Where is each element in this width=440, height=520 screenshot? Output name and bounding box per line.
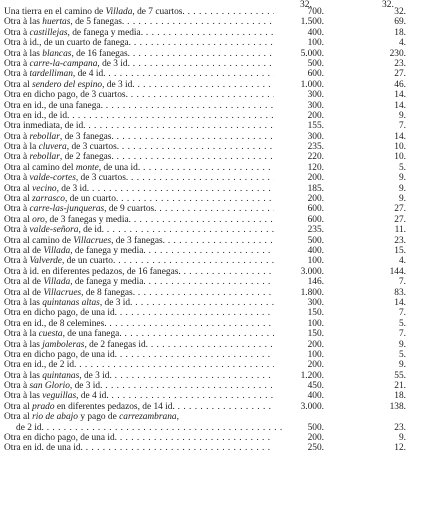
description-text: , de 4 id.	[76, 391, 109, 402]
value-rent: 230.	[389, 48, 406, 59]
value-capital: 700.	[307, 7, 324, 17]
value-rent: 10.	[394, 152, 406, 163]
description-text: Otra à la	[4, 142, 39, 153]
place-name: castillejas	[29, 27, 68, 38]
value-rent: 14.	[394, 131, 406, 142]
description-text: Otra à las	[4, 391, 43, 402]
table-row	[4, 433, 436, 443]
description-text: Otra al	[4, 79, 33, 90]
place-name: Villada	[43, 245, 71, 256]
row-description	[4, 49, 274, 59]
place-name: quintanas	[42, 370, 80, 381]
table-row	[4, 443, 436, 453]
description-text: , de 3 fanegas y media.	[44, 214, 131, 225]
place-name: prado	[32, 401, 55, 412]
place-name: quintanas altas	[42, 297, 100, 308]
row-description	[4, 142, 274, 152]
description-text: , de 3 fanegas.	[59, 131, 114, 142]
description-text: Otra al	[4, 194, 33, 205]
description-text: Otra al	[4, 183, 33, 194]
table-row	[4, 184, 436, 194]
description-text: Otra al	[4, 401, 33, 412]
value-capital: 250.	[307, 443, 324, 454]
row-description	[4, 412, 304, 422]
row-description	[4, 360, 274, 370]
place-name: monte	[75, 162, 99, 173]
table-row	[4, 111, 436, 121]
table-row	[4, 267, 436, 277]
table-row	[4, 236, 436, 246]
row-description	[4, 132, 274, 142]
description-text: , de un cuarto.	[61, 256, 116, 267]
value-capital: 220.	[307, 152, 324, 163]
row-description	[4, 340, 274, 350]
row-description	[4, 152, 274, 162]
value-rent: 23.	[394, 235, 406, 246]
value-capital: 450.	[307, 381, 324, 392]
description-text: , de 4 id.	[72, 69, 106, 80]
value-capital: 100.	[307, 256, 324, 267]
row-description	[4, 256, 274, 266]
place-name: Valverde	[29, 256, 62, 267]
header-right-number: 32.	[382, 0, 394, 10]
place-name: Villada	[43, 277, 71, 288]
value-capital: 600.	[307, 204, 324, 215]
value-rent: 14.	[394, 90, 406, 101]
value-rent: 138.	[389, 401, 406, 412]
row-description	[4, 308, 274, 318]
value-rent: 5.	[398, 318, 406, 329]
value-capital: 300.	[307, 131, 324, 142]
description-text: Otra en dicho pago, de una id.	[4, 308, 117, 319]
description-text: , de 2 fanegas id.	[84, 339, 148, 350]
table-row	[4, 59, 436, 69]
value-rent: 9.	[398, 173, 406, 184]
description-text: , de 3 id.	[102, 79, 135, 90]
place-name: valde-señora	[29, 225, 79, 236]
place-name: rio de abajo	[32, 412, 78, 423]
row-description	[4, 329, 274, 339]
place-name: Villacrues	[43, 287, 82, 298]
description-text: , de fanega y media.	[70, 277, 146, 288]
description-text: Otra al camino del	[4, 162, 76, 173]
place-name: vecino	[32, 183, 57, 194]
value-capital: 150.	[307, 308, 324, 319]
value-capital: 235.	[307, 225, 324, 236]
description-text: y pago de	[77, 412, 120, 423]
table-row	[4, 215, 436, 225]
description-text: Otra à	[4, 27, 30, 38]
value-capital: 300.	[307, 100, 324, 111]
place-name: rebollar	[29, 131, 60, 142]
value-capital: 185.	[307, 183, 324, 194]
description-text: Otra à id., de un cuarto de fanega.	[4, 38, 132, 49]
table-row	[4, 28, 436, 38]
value-capital: 200.	[307, 173, 324, 184]
place-name: rebollar	[29, 152, 60, 163]
place-name: zarrasco	[32, 194, 65, 205]
value-rent: 4.	[398, 38, 406, 49]
place-name: san Glorio	[29, 381, 70, 392]
value-capital: 5.000.	[300, 48, 324, 59]
value-capital: 150.	[307, 329, 324, 340]
value-capital: 100.	[307, 318, 324, 329]
description-text: Otra à las	[4, 339, 43, 350]
value-capital: 1.800.	[300, 287, 324, 298]
row-description	[4, 28, 274, 38]
description-text: , de 9 cuartos.	[104, 204, 157, 215]
description-text: , de una id.	[98, 162, 141, 173]
row-description	[4, 391, 274, 401]
description-text: Otra al	[4, 412, 33, 423]
value-capital: 100.	[307, 38, 324, 49]
description-text: Otra à	[4, 152, 30, 163]
row-description	[4, 236, 274, 246]
description-text: , de 2 fanegas.	[59, 152, 114, 163]
table-row	[4, 90, 436, 100]
description-text: Otra à las	[4, 17, 43, 28]
table-row	[4, 360, 436, 370]
row-description	[4, 7, 274, 17]
table-row	[4, 402, 436, 412]
description-text: Otra al camino de	[4, 235, 74, 246]
description-text: Otra en id., de 2 id.	[4, 360, 77, 371]
value-rent: 9.	[398, 183, 406, 194]
value-rent: 10.	[394, 142, 406, 153]
row-description	[4, 69, 274, 79]
table-row	[4, 319, 436, 329]
place-name: jamboleras	[42, 339, 85, 350]
description-text: Otra à	[4, 225, 30, 236]
row-description	[4, 246, 274, 256]
description-text: Otra en id., de una fanega.	[4, 100, 103, 111]
table-row	[4, 340, 436, 350]
description-text: Otra à	[4, 69, 30, 80]
row-description	[4, 59, 274, 69]
description-text: Otra à	[4, 173, 30, 184]
value-capital: 120.	[307, 162, 324, 173]
value-rent: 21.	[394, 381, 406, 392]
value-rent: 23.	[394, 422, 406, 433]
table-row	[4, 101, 436, 111]
value-rent: 12.	[394, 443, 406, 454]
description-text: Otra à	[4, 381, 30, 392]
place-name: Villada	[105, 7, 133, 17]
description-text: Otra à la	[4, 329, 39, 340]
value-rent: 9.	[398, 433, 406, 444]
table-row	[4, 288, 436, 298]
value-capital: 200.	[307, 433, 324, 444]
description-text: , de 16 fanegas.	[71, 48, 131, 59]
row-description	[4, 194, 274, 204]
row-description	[4, 319, 274, 329]
value-rent: 27.	[394, 214, 406, 225]
place-name: tardelliman	[29, 69, 73, 80]
description-text: , de 3 id.	[69, 381, 103, 392]
description-text: , de 3 cuartos.	[75, 173, 129, 184]
place-name: veguillas	[42, 391, 77, 402]
value-rent: 27.	[394, 69, 406, 80]
table-row	[4, 371, 436, 381]
value-rent: 5.	[398, 162, 406, 173]
place-name: blancas	[42, 48, 72, 59]
table-row	[4, 246, 436, 256]
place-name: carre-las-junqueras	[29, 204, 105, 215]
value-rent: 18.	[394, 391, 406, 402]
description-text: Otra al	[4, 214, 33, 225]
row-description	[4, 350, 274, 360]
description-text: , de 3 id.	[99, 297, 133, 308]
row-description	[4, 80, 274, 90]
value-rent: 55.	[394, 370, 406, 381]
description-text: Otra à las	[4, 370, 43, 381]
description-text: Otra à	[4, 58, 30, 69]
place-name: huertas	[42, 17, 71, 28]
row-description	[4, 90, 274, 100]
description-text: , de fanega y media.	[70, 245, 146, 256]
description-text: de 2 id.	[16, 422, 44, 433]
description-text: Otra en id., de 8 celemines.	[4, 318, 107, 329]
value-capital: 300.	[307, 90, 324, 101]
table-row	[4, 391, 436, 401]
table-row	[4, 277, 436, 287]
row-description	[4, 184, 274, 194]
value-rent: 14.	[394, 297, 406, 308]
description-text: Otra à id. en diferentes pedazos, de 16 fanegas.	[4, 266, 181, 277]
table-row	[4, 121, 436, 131]
description-text: , de 7 cuartos.	[132, 7, 185, 17]
value-rent: 9.	[398, 110, 406, 121]
value-capital: 3.000.	[300, 401, 324, 412]
description-text: , de id.	[78, 225, 104, 236]
description-text: , de 8 fanegas.	[81, 287, 136, 298]
description-text: Una tierra en el camino de	[4, 7, 106, 17]
row-description	[4, 101, 274, 111]
value-rent: 9.	[398, 339, 406, 350]
row-description	[4, 267, 274, 277]
row-description	[4, 173, 274, 183]
place-name: Villacrues	[73, 235, 112, 246]
row-description	[4, 121, 274, 131]
row-description	[4, 204, 274, 214]
value-rent: 7.	[398, 329, 406, 340]
place-name: carre-la-campana	[29, 58, 98, 69]
value-capital: 1.000.	[300, 79, 324, 90]
description-text: , de una fanega.	[62, 329, 122, 340]
description-text: Otra à las	[4, 297, 43, 308]
value-capital: 200.	[307, 339, 324, 350]
row-description	[4, 215, 274, 225]
description-text: Otra à	[4, 131, 30, 142]
row-description	[4, 433, 274, 443]
value-capital: 1.500.	[300, 17, 324, 28]
table-row	[4, 256, 436, 266]
table-row	[4, 7, 436, 17]
row-description	[4, 38, 274, 48]
table-row	[4, 80, 436, 90]
table-row	[4, 412, 436, 422]
value-capital: 400.	[307, 27, 324, 38]
value-capital: 600.	[307, 69, 324, 80]
place-name: cluvera	[38, 142, 67, 153]
value-rent: 14.	[394, 100, 406, 111]
description-text: Otra al de	[4, 277, 44, 288]
value-capital: 600.	[307, 214, 324, 225]
description-text: , de 3 id.	[97, 58, 130, 69]
value-rent: 15.	[394, 245, 406, 256]
value-rent: 9.	[398, 194, 406, 205]
place-name: sendero del espino	[32, 79, 103, 90]
row-description	[4, 371, 274, 381]
description-text: en diferentes pedazos, de 14 id.	[54, 401, 175, 412]
description-text: ,	[176, 412, 179, 423]
value-rent: 27.	[394, 204, 406, 215]
description-text: , de 3 cuartos.	[66, 142, 120, 153]
table-row	[4, 298, 436, 308]
row-description	[4, 277, 274, 287]
header-left-number: 32.	[300, 0, 312, 10]
value-rent: 7.	[398, 308, 406, 319]
value-capital: 400.	[307, 245, 324, 256]
description-text: Otra inmediata, de id.	[4, 121, 86, 132]
value-rent: 144.	[389, 266, 406, 277]
description-text: , de 5 fanegas.	[70, 17, 125, 28]
value-rent: 83.	[394, 287, 406, 298]
value-capital: 235.	[307, 142, 324, 153]
row-description	[4, 443, 274, 453]
value-rent: 69.	[394, 17, 406, 28]
table-row	[4, 173, 436, 183]
description-text: Otra en id. de una id.	[4, 443, 83, 454]
value-rent: 46.	[394, 79, 406, 90]
description-text: Otra al de	[4, 245, 44, 256]
description-text: Otra en id., de id.	[4, 110, 70, 121]
table-row	[4, 329, 436, 339]
value-rent: 18.	[394, 27, 406, 38]
value-rent: 5.	[398, 349, 406, 360]
value-rent: 23.	[394, 58, 406, 69]
table-row	[4, 38, 436, 48]
value-rent: 4.	[398, 256, 406, 267]
description-text: Otra en dicho pago, de 3 cuartos.	[4, 90, 128, 101]
table-row	[4, 17, 436, 27]
value-capital: 200.	[307, 110, 324, 121]
table-row	[4, 163, 436, 173]
value-rent: 11.	[394, 225, 406, 236]
value-capital: 500.	[307, 58, 324, 69]
description-text: Otra en dicho pago, de una id.	[4, 349, 117, 360]
description-text: Otra al de	[4, 287, 44, 298]
row-description	[4, 423, 286, 433]
value-capital: 1.200.	[300, 370, 324, 381]
place-name: oro	[32, 214, 45, 225]
value-capital: 100.	[307, 349, 324, 360]
row-description	[4, 225, 274, 235]
value-capital: 155.	[307, 121, 324, 132]
row-description	[4, 17, 274, 27]
value-capital: 200.	[307, 194, 324, 205]
value-capital: 400.	[307, 391, 324, 402]
value-rent: 7.	[398, 277, 406, 288]
value-capital: 500.	[307, 422, 324, 433]
row-description	[4, 163, 274, 173]
value-capital: 146.	[307, 277, 324, 288]
value-capital: 300.	[307, 297, 324, 308]
place-name: carrezambrana	[119, 412, 177, 423]
table-row	[4, 194, 436, 204]
value-rent: 32.	[394, 7, 406, 17]
description-text: Otra à las	[4, 48, 43, 59]
table-row	[4, 423, 436, 433]
table-row	[4, 308, 436, 318]
description-text: , de 3 fanegas.	[111, 235, 165, 246]
table-row	[4, 350, 436, 360]
row-description	[4, 111, 274, 121]
table-row	[4, 204, 436, 214]
description-text: , de fanega y media.	[67, 27, 144, 38]
table-row	[4, 132, 436, 142]
place-name: valde-cortes	[29, 173, 76, 184]
value-rent: 9.	[398, 360, 406, 371]
table-row	[4, 225, 436, 235]
description-text: Otra à	[4, 204, 30, 215]
value-rent: 7.	[398, 121, 406, 132]
ledger-table	[4, 7, 436, 454]
row-description	[4, 381, 274, 391]
value-capital: 200.	[307, 360, 324, 371]
table-row	[4, 49, 436, 59]
description-text: , de 3 id.	[79, 370, 112, 381]
row-description	[4, 288, 274, 298]
description-text: Otra en dicho pago, de una id.	[4, 433, 117, 444]
description-text: , de un cuarto.	[64, 194, 119, 205]
row-description	[4, 298, 274, 308]
table-row	[4, 142, 436, 152]
value-capital: 500.	[307, 235, 324, 246]
value-capital: 3.000.	[300, 266, 324, 277]
table-row	[4, 381, 436, 391]
description-text: , de 3 id.	[56, 183, 90, 194]
table-row	[4, 152, 436, 162]
table-row	[4, 69, 436, 79]
place-name: cuesta	[38, 329, 63, 340]
description-text: Otra à	[4, 256, 30, 267]
row-description	[4, 402, 274, 412]
